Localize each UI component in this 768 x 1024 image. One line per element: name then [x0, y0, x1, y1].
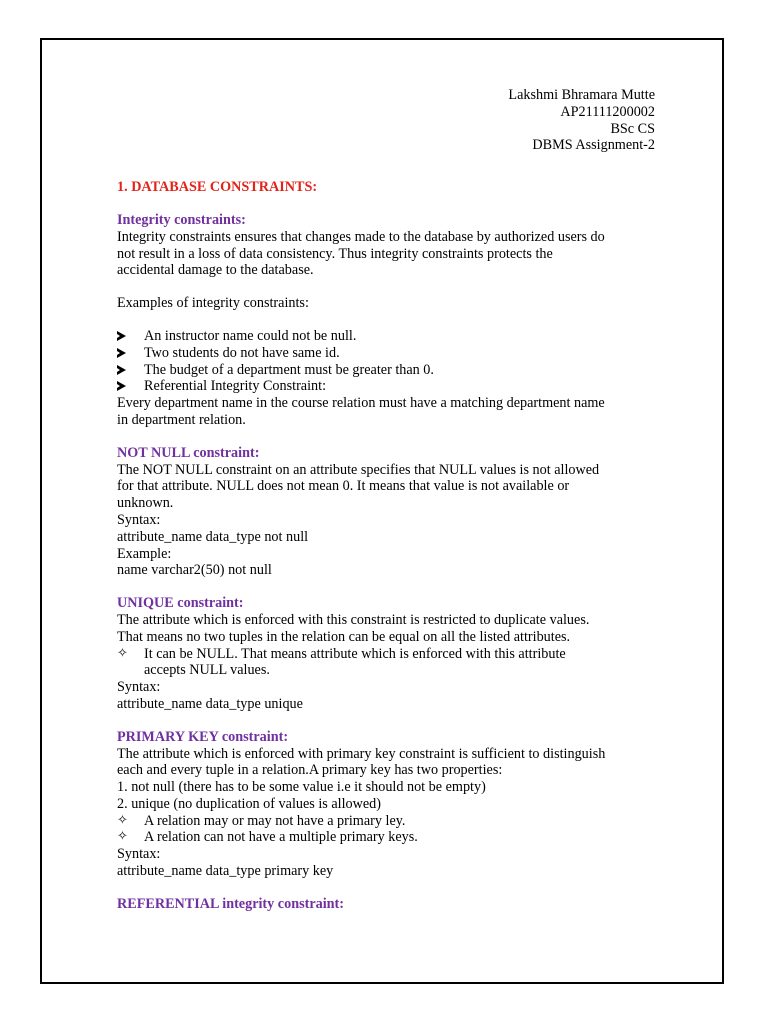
- integrity-text-line: Integrity constraints ensures that changes made to the database by authorized users do: [117, 228, 605, 245]
- arrowhead-bullet-icon: [117, 348, 126, 358]
- integrity-text-line: Every department name in the course relation must have a matching department name: [117, 395, 605, 412]
- not-null-text-line: for that attribute. NULL does not mean 0. It means that value is not available or: [117, 478, 570, 495]
- course-name: BSc CS: [610, 120, 655, 137]
- section-title: 1. DATABASE CONSTRAINTS:: [117, 179, 318, 196]
- primary-key-text-line: The attribute which is enforced with primary key constraint is sufficient to distinguish: [117, 745, 606, 762]
- primary-key-text-line: 2. unique (no duplication of values is allowed): [117, 795, 381, 812]
- list-item: The budget of a department must be greater than 0.: [117, 362, 657, 379]
- not-null-text-line: name varchar2(50) not null: [117, 562, 272, 579]
- list-item-continuation: accepts NULL values.: [144, 662, 270, 679]
- list-item: ✧ A relation can not have a multiple primary keys.: [117, 829, 418, 846]
- list-item: Referential Integrity Constraint:: [117, 378, 657, 395]
- unique-heading: UNIQUE constraint:: [117, 595, 244, 612]
- list-item: ✧ A relation may or may not have a primary ley.: [117, 812, 406, 829]
- unique-text-line: attribute_name data_type unique: [117, 695, 303, 712]
- list-item: Two students do not have same id.: [117, 345, 657, 362]
- primary-key-text-line: 1. not null (there has to be some value i.e it should not be empty): [117, 779, 486, 796]
- assignment-title: DBMS Assignment-2: [532, 137, 655, 154]
- integrity-text-line: not result in a loss of data consistency. Thus integrity constraints protects the: [117, 245, 553, 262]
- four-point-star-bullet-icon: ✧: [117, 645, 128, 661]
- unique-text-line: The attribute which is enforced with this constraint is restricted to duplicate values.: [117, 611, 590, 628]
- not-null-text-line: Syntax:: [117, 511, 161, 528]
- four-point-star-bullet-icon: ✧: [117, 829, 128, 845]
- integrity-heading: Integrity constraints:: [117, 211, 246, 228]
- integrity-text-line: in department relation.: [117, 411, 246, 428]
- unique-text-line: Syntax:: [117, 679, 161, 696]
- primary-key-text-line: attribute_name data_type primary key: [117, 863, 334, 880]
- not-null-text-line: attribute_name data_type not null: [117, 528, 309, 545]
- author-header: [117, 87, 655, 154]
- not-null-heading: NOT NULL constraint:: [117, 444, 260, 461]
- document-page: [40, 38, 724, 984]
- student-id: AP21111200002: [560, 103, 655, 120]
- arrowhead-bullet-icon: [117, 365, 126, 375]
- list-item: An instructor name could not be null.: [117, 328, 657, 345]
- not-null-text-line: unknown.: [117, 495, 174, 512]
- primary-key-text-line: Syntax:: [117, 846, 161, 863]
- page-content: [117, 87, 657, 913]
- arrowhead-bullet-icon: [117, 331, 126, 341]
- arrowhead-bullet-icon: [117, 381, 126, 391]
- integrity-text-line: accidental damage to the database.: [117, 262, 314, 279]
- primary-key-heading: PRIMARY KEY constraint:: [117, 728, 289, 745]
- referential-heading: REFERENTIAL integrity constraint:: [117, 895, 344, 912]
- not-null-text-line: Example:: [117, 545, 172, 562]
- not-null-text-line: The NOT NULL constraint on an attribute specifies that NULL values is not allowed: [117, 461, 600, 478]
- author-name: Lakshmi Bhramara Mutte: [508, 87, 655, 103]
- list-item: ✧ It can be NULL. That means attribute which is enforced with this attribute: [117, 645, 566, 662]
- primary-key-text-line: each and every tuple in a relation.A primary key has two properties:: [117, 762, 503, 779]
- examples-label: Examples of integrity constraints:: [117, 295, 309, 312]
- four-point-star-bullet-icon: ✧: [117, 812, 128, 828]
- unique-text-line: That means no two tuples in the relation can be equal on all the listed attributes.: [117, 628, 571, 645]
